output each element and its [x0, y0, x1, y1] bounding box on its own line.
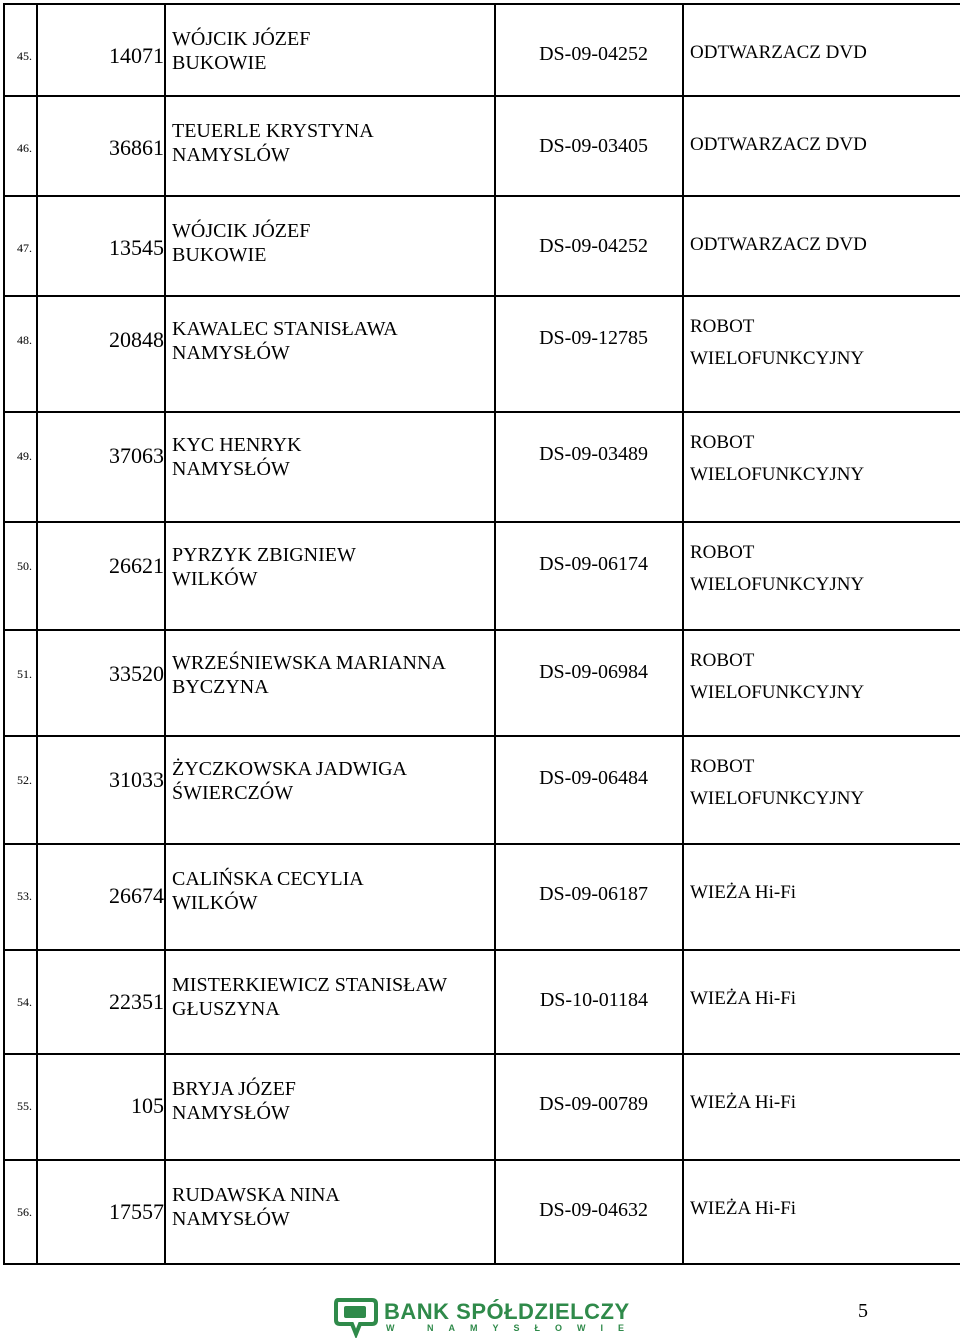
item-cell [683, 522, 960, 630]
item-cell [683, 630, 960, 736]
row-number: 54. [17, 995, 32, 1009]
account-number: 37063 [109, 443, 164, 468]
item-cell [683, 736, 960, 844]
name-cell [165, 96, 495, 196]
person-place: NAMYSŁÓW [172, 1208, 290, 1230]
row-number: 46. [17, 141, 32, 155]
prize-item: WIEŻA Hi-Fi [690, 1092, 797, 1113]
table-row [4, 196, 960, 296]
prize-code: DS-09-06174 [539, 553, 648, 575]
row-number: 55. [17, 1099, 32, 1113]
prize-item: ODTWARZACZ DVD [690, 134, 867, 155]
person-name: KAWALEC STANISŁAWA [172, 318, 398, 340]
person-place: WILKÓW [172, 892, 258, 914]
prize-code: DS-09-06187 [539, 883, 648, 905]
prize-item: ROBOT WIELOFUNKCYJNY [690, 756, 865, 809]
person-place: NAMYSŁÓW [172, 458, 290, 480]
person-name: PYRZYK ZBIGNIEW [172, 544, 356, 566]
person-name: CALIŃSKA CECYLIA [172, 868, 364, 890]
name-cell [165, 4, 495, 96]
row-number: 50. [17, 559, 32, 573]
person-name: RUDAWSKA NINA [172, 1184, 340, 1206]
prize-code: DS-09-04252 [539, 43, 648, 65]
account-number: 26621 [109, 553, 164, 578]
page-footer [0, 1262, 960, 1340]
bank-logo-title: BANK SPÓŁDZIELCZY [384, 1299, 630, 1324]
name-cell [165, 1054, 495, 1160]
prize-code: DS-09-03405 [539, 135, 648, 157]
item-cell [683, 950, 960, 1054]
prize-item: ROBOT WIELOFUNKCYJNY [690, 542, 865, 595]
item-cell [683, 4, 960, 96]
table-row [4, 1054, 960, 1160]
prize-item: ODTWARZACZ DVD [690, 234, 867, 255]
row-number: 48. [17, 333, 32, 347]
account-cell [37, 844, 165, 950]
person-place: BYCZYNA [172, 676, 269, 698]
row-number: 47. [17, 241, 32, 255]
row-number: 45. [17, 49, 32, 63]
row-number-cell [4, 844, 37, 950]
person-place: WILKÓW [172, 568, 258, 590]
account-cell [37, 522, 165, 630]
bank-logo-subtitle: W NAMYSŁOWIE [386, 1323, 639, 1333]
table-row [4, 96, 960, 196]
bank-logo [332, 1296, 639, 1338]
prize-code: DS-09-06984 [539, 661, 648, 683]
prize-item: ROBOT WIELOFUNKCYJNY [690, 650, 865, 703]
table-row [4, 1160, 960, 1264]
row-number-cell [4, 296, 37, 412]
item-cell [683, 844, 960, 950]
account-number: 31033 [109, 767, 164, 792]
person-place: ŚWIERCZÓW [172, 782, 294, 804]
name-cell [165, 296, 495, 412]
name-cell [165, 630, 495, 736]
item-cell [683, 296, 960, 412]
account-number: 22351 [109, 989, 164, 1014]
person-name: MISTERKIEWICZ STANISŁAW [172, 974, 448, 996]
row-number: 56. [17, 1205, 32, 1219]
person-place: NAMYSŁÓW [172, 1102, 290, 1124]
code-cell [495, 196, 683, 296]
row-number: 52. [17, 773, 32, 787]
person-name: BRYJA JÓZEF [172, 1078, 296, 1100]
name-cell [165, 196, 495, 296]
row-number: 49. [17, 449, 32, 463]
account-number: 14071 [109, 43, 164, 68]
prize-code: DS-09-03489 [539, 443, 648, 465]
row-number-cell [4, 4, 37, 96]
page-number: 5 [858, 1300, 868, 1322]
account-cell [37, 1054, 165, 1160]
row-number-cell [4, 412, 37, 522]
prize-code: DS-09-04252 [539, 235, 648, 257]
row-number-cell [4, 630, 37, 736]
account-number: 33520 [109, 661, 164, 686]
code-cell [495, 522, 683, 630]
item-cell [683, 196, 960, 296]
row-number: 51. [17, 667, 32, 681]
row-number: 53. [17, 889, 32, 903]
person-name: KYC HENRYK [172, 434, 302, 456]
account-cell [37, 296, 165, 412]
row-number-cell [4, 196, 37, 296]
code-cell [495, 630, 683, 736]
table-row [4, 736, 960, 844]
prize-code: DS-10-01184 [539, 989, 648, 1011]
row-number-cell [4, 1054, 37, 1160]
account-number: 105 [131, 1093, 164, 1118]
prize-code: DS-09-12785 [539, 327, 648, 349]
person-place: GŁUSZYNA [172, 998, 280, 1020]
code-cell [495, 296, 683, 412]
account-cell [37, 412, 165, 522]
person-place: NAMYSLÓW [172, 144, 290, 166]
name-cell [165, 522, 495, 630]
item-cell [683, 1160, 960, 1264]
account-number: 13545 [109, 235, 164, 260]
person-name: ŻYCZKOWSKA JADWIGA [172, 758, 407, 780]
person-place: NAMYSŁÓW [172, 342, 290, 364]
person-name: TEUERLE KRYSTYNA [172, 120, 374, 142]
bank-logo-icon [332, 1296, 380, 1338]
row-number-cell [4, 950, 37, 1054]
account-cell [37, 736, 165, 844]
prize-code: DS-09-04632 [539, 1199, 648, 1221]
prize-item: ODTWARZACZ DVD [690, 42, 867, 63]
name-cell [165, 412, 495, 522]
code-cell [495, 1160, 683, 1264]
row-number-cell [4, 522, 37, 630]
name-cell [165, 736, 495, 844]
prize-item: ROBOT WIELOFUNKCYJNY [690, 316, 865, 369]
account-number: 26674 [109, 883, 164, 908]
table-row [4, 296, 960, 412]
person-place: BUKOWIE [172, 244, 267, 266]
account-cell [37, 630, 165, 736]
account-cell [37, 196, 165, 296]
item-cell [683, 1054, 960, 1160]
code-cell [495, 1054, 683, 1160]
prize-item: WIEŻA Hi-Fi [690, 988, 797, 1009]
row-number-cell [4, 1160, 37, 1264]
results-table-body [4, 4, 960, 1264]
account-number: 20848 [109, 327, 164, 352]
person-name: WÓJCIK JÓZEF [172, 28, 311, 50]
table-row [4, 522, 960, 630]
account-number: 36861 [109, 135, 164, 160]
table-row [4, 630, 960, 736]
code-cell [495, 736, 683, 844]
row-number-cell [4, 736, 37, 844]
row-number-cell [4, 96, 37, 196]
account-cell [37, 1160, 165, 1264]
account-number: 17557 [109, 1199, 164, 1224]
table-row [4, 412, 960, 522]
prize-item: WIEŻA Hi-Fi [690, 882, 797, 903]
item-cell [683, 96, 960, 196]
person-place: BUKOWIE [172, 52, 267, 74]
prize-item: WIEŻA Hi-Fi [690, 1198, 797, 1219]
name-cell [165, 950, 495, 1054]
account-cell [37, 4, 165, 96]
table-row [4, 4, 960, 96]
name-cell [165, 844, 495, 950]
code-cell [495, 4, 683, 96]
prize-code: DS-09-00789 [539, 1093, 648, 1115]
item-cell [683, 412, 960, 522]
table-row [4, 844, 960, 950]
prize-item: ROBOT WIELOFUNKCYJNY [690, 432, 865, 485]
code-cell [495, 844, 683, 950]
code-cell [495, 412, 683, 522]
name-cell [165, 1160, 495, 1264]
person-name: WRZEŚNIEWSKA MARIANNA [172, 652, 446, 674]
results-table [3, 3, 960, 1265]
account-cell [37, 96, 165, 196]
code-cell [495, 96, 683, 196]
account-cell [37, 950, 165, 1054]
table-row [4, 950, 960, 1054]
code-cell [495, 950, 683, 1054]
person-name: WÓJCIK JÓZEF [172, 220, 311, 242]
prize-code: DS-09-06484 [539, 767, 648, 789]
